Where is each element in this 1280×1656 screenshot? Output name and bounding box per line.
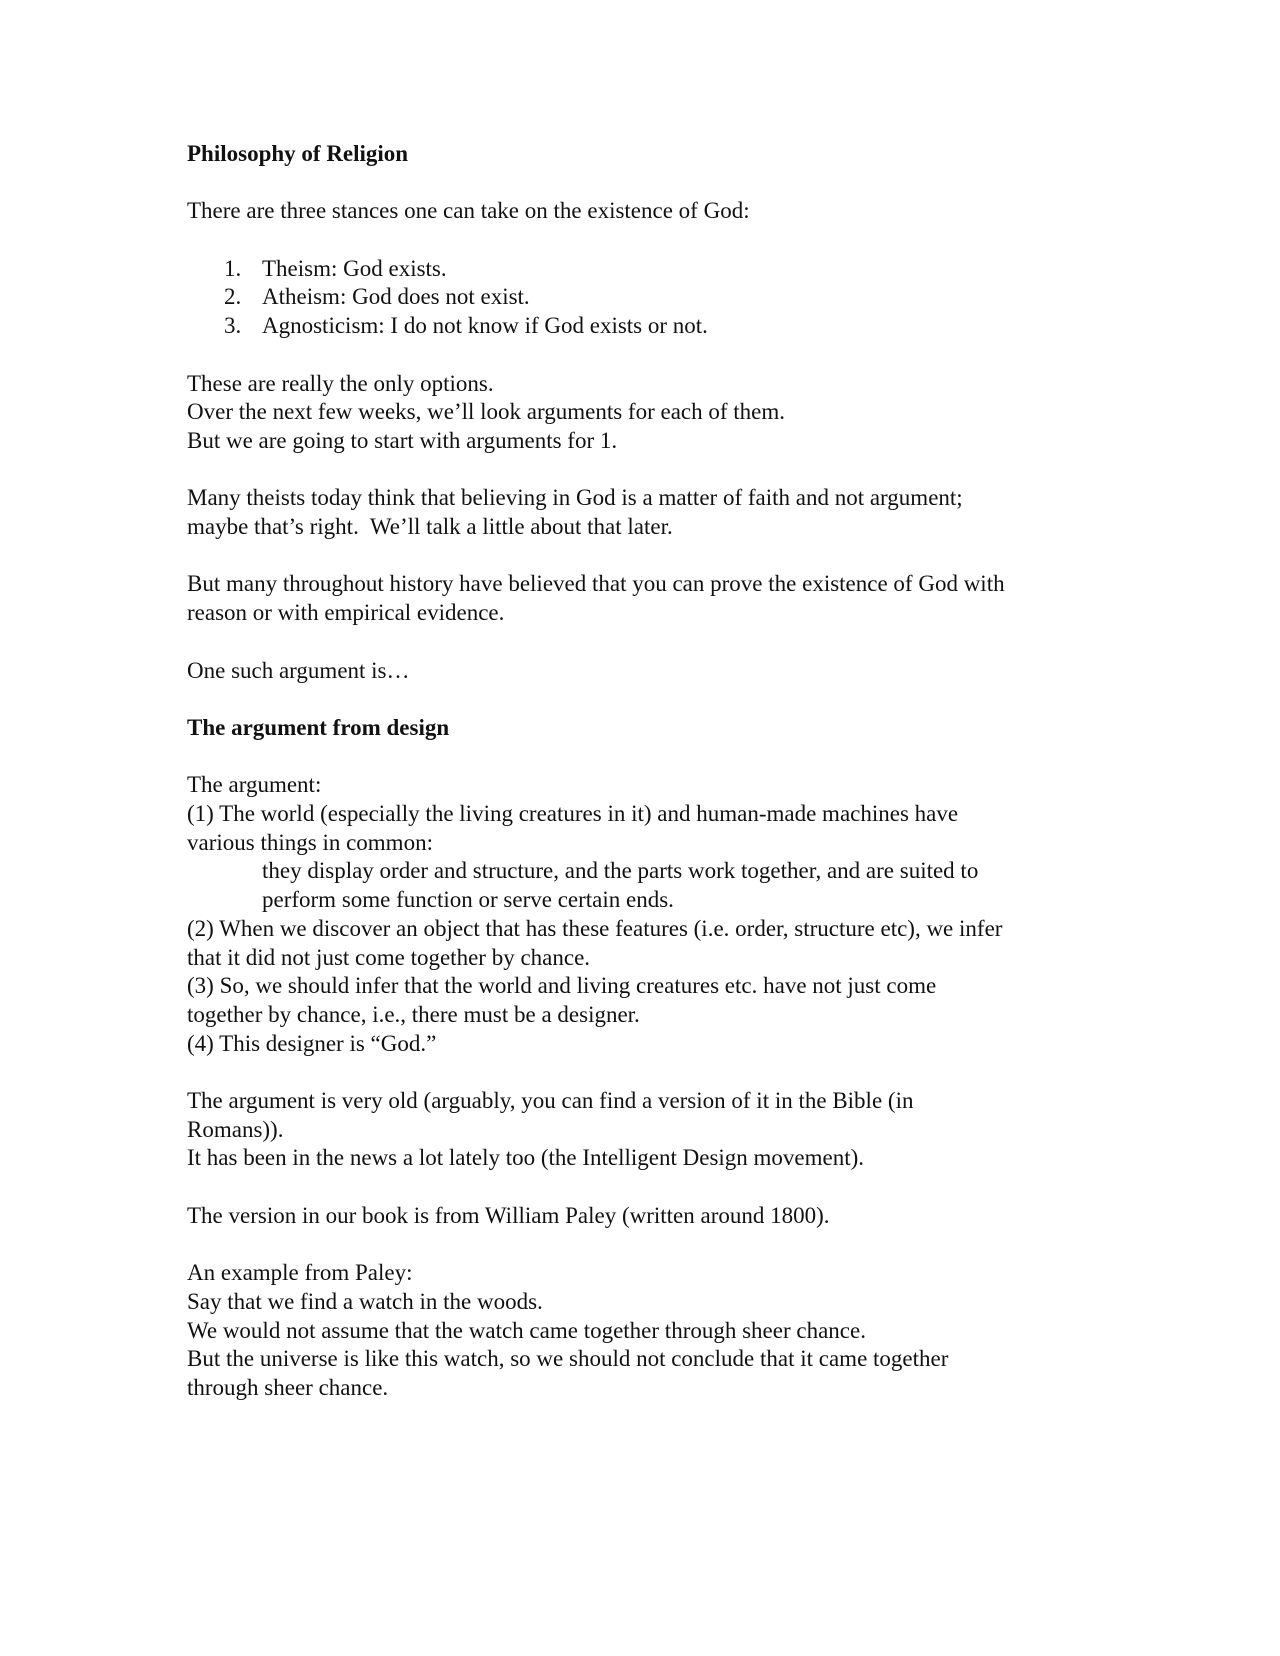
- text-line: It has been in the news a lot lately too (the Intelligent Design movement).: [187, 1145, 865, 1171]
- text-line: But many throughout history have believed that you can prove the existence of God with: [187, 571, 1005, 597]
- section-heading: The argument from design: [187, 714, 450, 740]
- document-page: [187, 140, 1087, 1403]
- list-text: Atheism: God does not exist.: [262, 284, 530, 310]
- premise-2-line: (2) When we discover an object that has these features (i.e. order, structure etc), we infer: [187, 915, 1003, 941]
- spacer: [187, 542, 1087, 571]
- list-text: Theism: God exists.: [262, 255, 447, 281]
- list-number: 2.: [224, 284, 242, 310]
- text-line: Many theists today think that believing in God is a matter of faith and not argument;: [187, 485, 963, 511]
- history-paragraph: [187, 570, 1087, 627]
- list-text: Agnosticism: I do not know if God exists or not.: [262, 313, 708, 339]
- stances-list: [187, 255, 1087, 341]
- list-number: 1.: [224, 255, 242, 281]
- list-item: [187, 312, 1087, 341]
- text-line: But we are going to start with arguments for 1.: [187, 427, 618, 453]
- spacer: [187, 169, 1087, 198]
- premise-1-indented-line: perform some function or serve certain ends.: [262, 887, 674, 913]
- intro-line: There are three stances one can take on the existence of God:: [187, 198, 750, 224]
- one-such-line: One such argument is…: [187, 657, 410, 683]
- spacer: [187, 685, 1087, 714]
- faith-paragraph: [187, 484, 1087, 541]
- spacer: [187, 1173, 1087, 1202]
- text-line: But the universe is like this watch, so we should not conclude that it came together: [187, 1346, 949, 1372]
- version-line: The version in our book is from William Paley (written around 1800).: [187, 1202, 830, 1228]
- text-line: The argument is very old (arguably, you can find a version of it in the Bible (in: [187, 1088, 914, 1114]
- spacer: [187, 341, 1087, 370]
- text-line: Romans)).: [187, 1116, 284, 1142]
- text-line: We would not assume that the watch came together through sheer chance.: [187, 1317, 866, 1343]
- premise-4-line: (4) This designer is “God.”: [187, 1030, 437, 1056]
- argument-label: The argument:: [187, 772, 322, 798]
- spacer: [187, 1058, 1087, 1087]
- list-number: 3.: [224, 313, 242, 339]
- text-line: Say that we find a watch in the woods.: [187, 1288, 543, 1314]
- text-line: through sheer chance.: [187, 1375, 389, 1401]
- document-title: Philosophy of Religion: [187, 141, 409, 166]
- premise-3-line: together by chance, i.e., there must be a designer.: [187, 1001, 640, 1027]
- list-item: [187, 283, 1087, 312]
- spacer: [187, 226, 1087, 255]
- old-paragraph: [187, 1087, 1087, 1173]
- spacer: [187, 1231, 1087, 1260]
- list-item: [187, 255, 1087, 284]
- argument-block: [187, 771, 1087, 1058]
- spacer: [187, 743, 1087, 772]
- spacer: [187, 456, 1087, 485]
- premise-3-line: (3) So, we should infer that the world and living creatures etc. have not just come: [187, 973, 937, 999]
- premise-1-line: various things in common:: [187, 829, 433, 855]
- premise-1-indented-line: they display order and structure, and the parts work together, and are suited to: [262, 858, 979, 884]
- text-line: reason or with empirical evidence.: [187, 600, 505, 626]
- spacer: [187, 628, 1087, 657]
- premise-1-line: (1) The world (especially the living creatures in it) and human-made machines have: [187, 801, 959, 827]
- options-paragraph: [187, 370, 1087, 456]
- paley-paragraph: [187, 1259, 1087, 1403]
- premise-2-line: that it did not just come together by chance.: [187, 944, 591, 970]
- text-line: An example from Paley:: [187, 1260, 413, 1286]
- text-line: These are really the only options.: [187, 370, 494, 396]
- text-line: maybe that’s right. We’ll talk a little about that later.: [187, 514, 673, 540]
- text-line: Over the next few weeks, we’ll look arguments for each of them.: [187, 399, 786, 425]
